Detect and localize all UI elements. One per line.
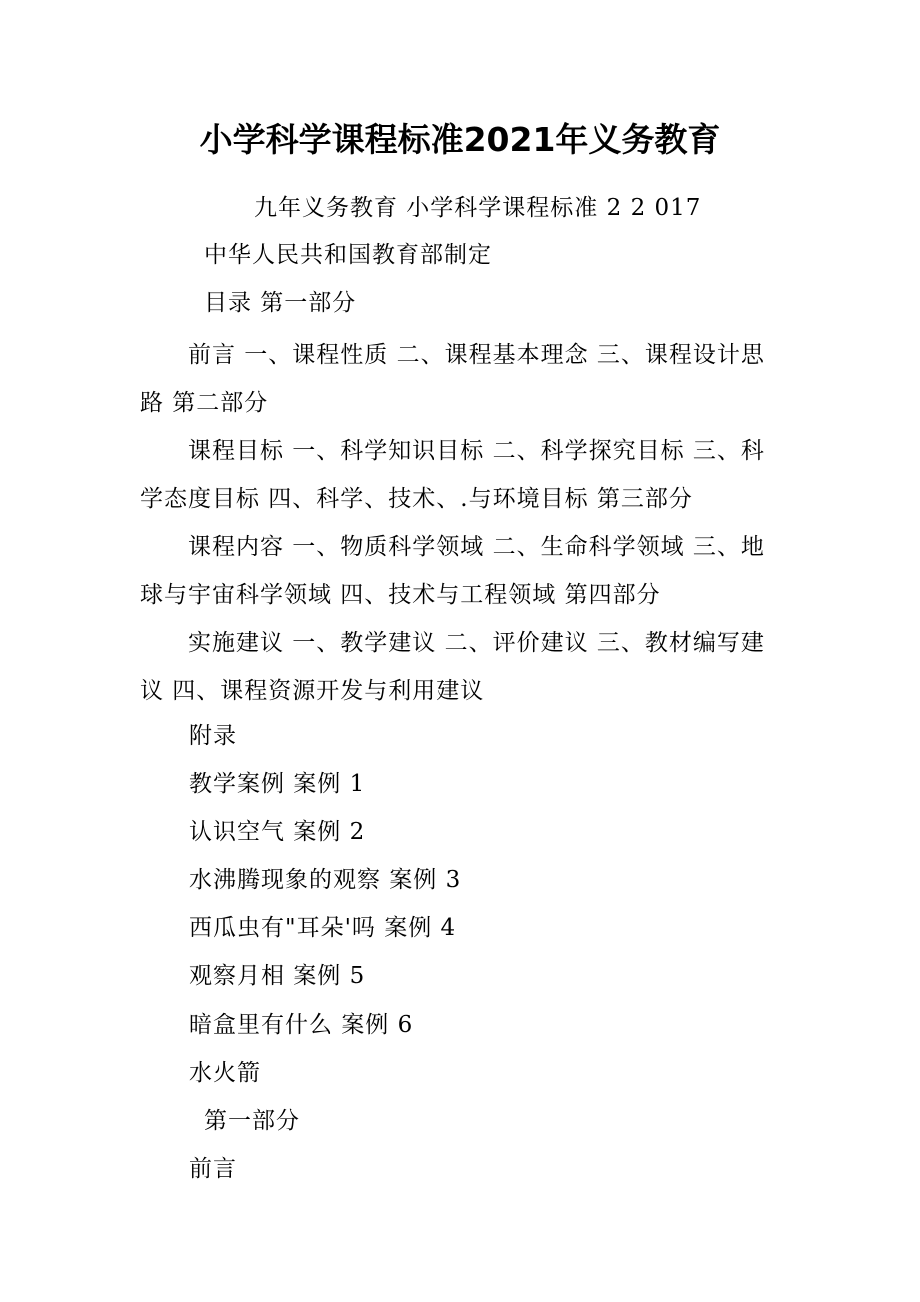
appendix-line: 暗盒里有什么 案例 6 <box>189 1012 414 1038</box>
appendix-line: 观察月相 案例 5 <box>189 963 366 989</box>
foreword-heading: 前言 <box>189 1156 237 1182</box>
appendix-line: 教学案例 案例 1 <box>189 771 366 797</box>
appendix-line: 认识空气 案例 2 <box>189 819 366 845</box>
toc-paragraph-content: 课程内容 一、物质科学领域 二、生命科学领域 三、地球与宇宙科学领域 四、技术与工程领域 第四部分 <box>140 534 765 608</box>
issuer-line: 中华人民共和国教育部制定 <box>204 242 492 268</box>
appendix-line: 水火箭 <box>189 1060 261 1086</box>
toc-paragraph-foreword: 前言 一、课程性质 二、课程基本理念 三、课程设计思路 第二部分 <box>140 342 765 416</box>
part-heading: 第一部分 <box>204 1108 300 1134</box>
appendix-line: 西瓜虫有"耳朵'吗 案例 4 <box>189 915 457 941</box>
document-subtitle: 九年义务教育 小学科学课程标准 2 2 017 <box>254 195 702 221</box>
document-title: 小学科学课程标准2021年义务教育 <box>199 120 721 159</box>
toc-paragraph-implementation: 实施建议 一、教学建议 二、评价建议 三、教材编写建议 四、课程资源开发与利用建议 <box>140 630 765 704</box>
appendix-line: 水沸腾现象的观察 案例 3 <box>189 867 462 893</box>
toc-heading: 目录 第一部分 <box>204 290 357 316</box>
appendix-line: 附录 <box>189 723 237 749</box>
toc-paragraph-goals: 课程目标 一、科学知识目标 二、科学探究目标 三、科学态度目标 四、科学、技术、.与环境目标 第三部分 <box>140 438 765 512</box>
